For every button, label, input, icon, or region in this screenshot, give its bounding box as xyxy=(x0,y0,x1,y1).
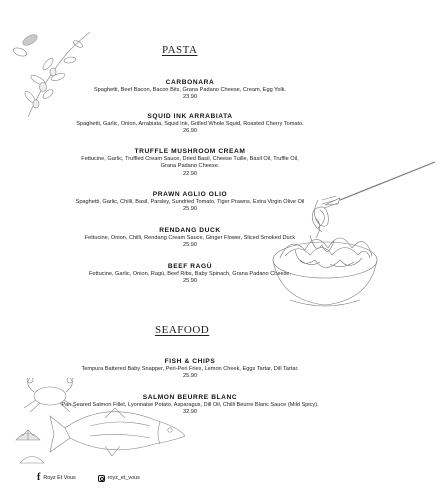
dish-price: 25.90 xyxy=(183,278,197,285)
instagram-label: royz_et_vous xyxy=(107,475,140,481)
dish-description: Spaghetti, Garlic, Onion, Arrabiata, Squid Ink, Grilled Whole Squid, Roasted Cherry Tomato. xyxy=(76,121,304,127)
dish-name: TRUFFLE MUSHROOM CREAM xyxy=(134,148,246,155)
dish-price: 32.90 xyxy=(183,409,197,416)
dish-description: Pan Seared Salmon Fillet, Lyonnaise Potato, Asparagus, Dill Oil, Chilli Beurre Blanc Sauce (Mild Spicy). xyxy=(61,402,319,408)
facebook-link[interactable] xyxy=(37,473,76,483)
dish-description: Fettucine, Garlic, Onion, Ragù, Beef Ribs, Baby Spinach, Grana Padano Cheese. xyxy=(88,271,292,277)
dish-description: Tempura Battered Baby Snapper, Peri-Peri Fries, Lemon Cheek, Eggs Tartar, Dill Tartar. xyxy=(81,366,299,372)
menu-item xyxy=(40,112,340,136)
dish-price: 22.90 xyxy=(183,170,197,177)
dish-name: SALMON BEURRE BLANC xyxy=(142,394,238,401)
facebook-label: Royz Et Vous xyxy=(43,475,76,481)
dish-description: Spaghetti, Beef Bacon, Bacon Bits, Grana Padano Cheese, Cream, Egg Yolk. xyxy=(93,87,287,93)
olive-branch-illustration xyxy=(8,22,98,122)
dish-price: 23.90 xyxy=(183,94,197,101)
dish-name: CARBONARA xyxy=(165,79,215,86)
facebook-icon: f xyxy=(37,472,41,483)
dish-description: Spaghetti, Garlic, Chilli, Basil, Parsley, Sundried Tomato, Tiger Prawns, Extra Virgin Olive Oil xyxy=(75,199,305,205)
menu-item xyxy=(40,78,340,102)
seafood-illustration xyxy=(10,378,190,473)
dish-price: 25.90 xyxy=(183,206,197,213)
section-title-pasta: PASTA xyxy=(162,44,198,56)
dish-description: Fettucine, Onion, Chilli, Rendang Cream Sauce, Ginger Flower, Sliced Smoked Duck xyxy=(84,235,296,241)
footer xyxy=(37,473,140,483)
instagram-icon xyxy=(98,475,105,482)
pasta-bowl-illustration xyxy=(270,160,438,320)
dish-price: 25.90 xyxy=(183,373,197,380)
dish-name: PRAWN AGLIO OLIO xyxy=(152,191,228,198)
dish-name: SQUID INK ARRABIATA xyxy=(147,113,233,120)
dish-name: BEEF RAGÙ xyxy=(167,263,213,270)
dish-name: RENDANG DUCK xyxy=(159,227,221,234)
instagram-link[interactable] xyxy=(98,475,140,482)
dish-name: FISH & CHIPS xyxy=(164,358,216,365)
dish-price: 26.90 xyxy=(183,128,197,135)
section-title-seafood: SEAFOOD xyxy=(155,324,210,336)
dish-description: Fettucine, Garlic, Truffled Cream Sauce, Dried Basil, Cheese Tuille, Basil Oil, Truffle Oil, Grana Padano Cheese. xyxy=(81,156,299,170)
dish-price: 25.90 xyxy=(183,242,197,249)
